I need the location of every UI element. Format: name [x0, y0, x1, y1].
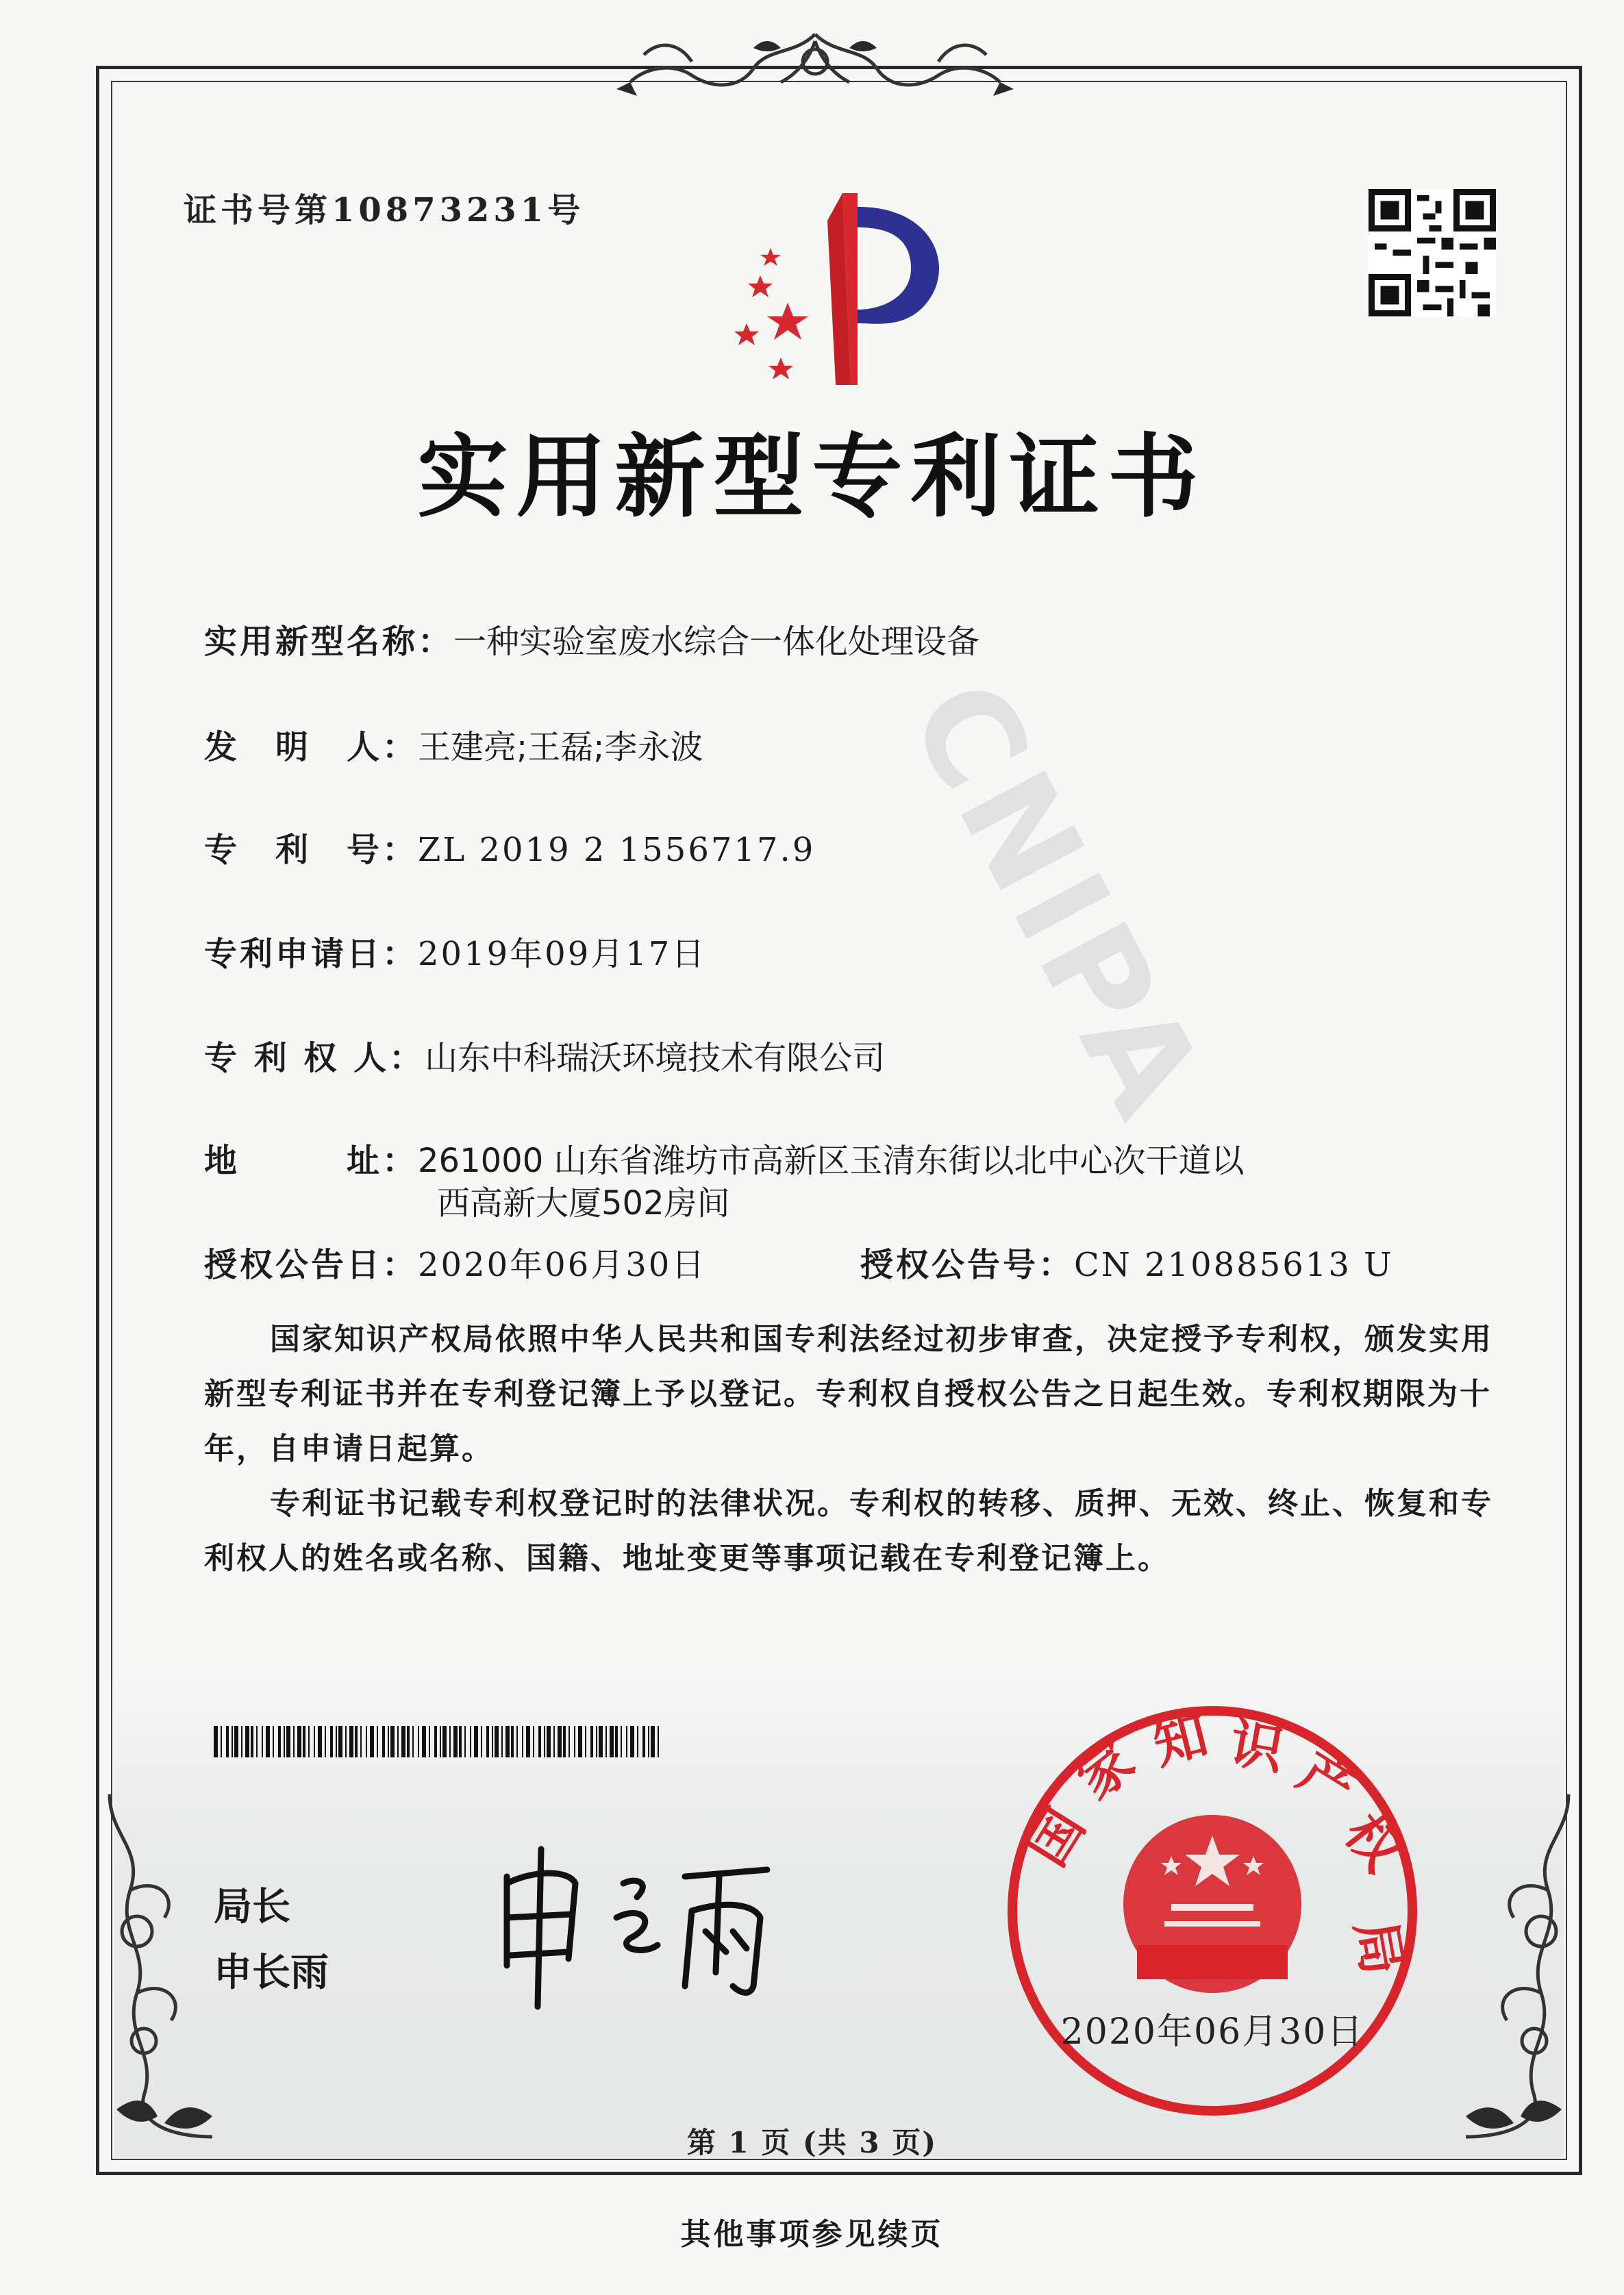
utility-model-name-label: 实用新型名称： — [204, 623, 454, 661]
statement-paragraph-1: 国家知识产权局依照中华人民共和国专利法经过初步审查，决定授予专利权，颁发实用新型专利证书并在专利登记簿上予以登记。专利权自授权公告之日起生效。专利权期限为十年，自申请日起算。 — [204, 1322, 1493, 1466]
address-row — [204, 1134, 1245, 1181]
svg-text:知: 知 — [1147, 1704, 1214, 1777]
director-title: 局长 — [214, 1885, 290, 1929]
patent-holder-row — [204, 1031, 885, 1079]
director-signature — [479, 1835, 877, 2014]
inventor-value: 王建亮;王磊;李永波 — [418, 728, 703, 766]
announcement-date-label: 授权公告日： — [204, 1246, 419, 1284]
page-number: 第 1 页 (共 3 页) — [686, 2126, 938, 2159]
utility-model-name-value: 一种实验室废水综合一体化处理设备 — [453, 623, 980, 661]
utility-model-name-row — [204, 615, 979, 662]
seal-date: 2020年06月30日 — [1060, 2011, 1364, 2053]
announcement-number-row — [860, 1238, 1394, 1286]
svg-text:家: 家 — [1066, 1730, 1147, 1811]
address-label: 地 址： — [204, 1142, 419, 1180]
inventor-label: 发 明 人： — [204, 728, 419, 766]
barcode-icon — [214, 1726, 663, 1757]
svg-text:权: 权 — [1332, 1803, 1414, 1883]
svg-text:识: 识 — [1225, 1712, 1289, 1783]
qr-code-icon — [1369, 189, 1496, 316]
top-ornament — [589, 21, 1041, 103]
patent-holder-label: 专 利 权 人： — [204, 1039, 425, 1077]
cnipa-watermark: CNIPA — [879, 657, 1236, 1145]
cnipa-logo-icon — [705, 179, 966, 385]
certificate-statement — [204, 1312, 1514, 1586]
svg-text:局: 局 — [1343, 1916, 1414, 1980]
patent-holder-value: 山东中科瑞沃环境技术有限公司 — [425, 1039, 886, 1077]
right-ornament — [1452, 1794, 1589, 2150]
svg-text:产: 产 — [1287, 1740, 1366, 1822]
address-line-2: 西高新大厦502房间 — [437, 1184, 730, 1222]
patent-number-value: ZL 2019 2 1556717.9 — [418, 831, 816, 869]
address-row-2 — [437, 1177, 730, 1224]
svg-text:国: 国 — [1016, 1798, 1097, 1877]
certificate-number: 证书号第10873231号 — [184, 191, 585, 229]
announcement-number-value: CN 210885613 U — [1074, 1246, 1394, 1284]
official-seal-icon — [1000, 1698, 1425, 2123]
application-date-row — [204, 927, 706, 975]
inventor-row — [204, 720, 703, 768]
certificate-title: 实用新型专利证书 — [417, 425, 1207, 530]
application-date-label: 专利申请日： — [204, 935, 419, 973]
patent-number-label: 专 利 号： — [204, 831, 419, 869]
application-date-value: 2019年09月17日 — [418, 935, 707, 973]
director-name: 申长雨 — [214, 1951, 329, 1995]
patent-number-row — [204, 823, 815, 870]
address-line-1: 261000 山东省潍坊市高新区玉清东街以北中心次干道以 — [418, 1142, 1245, 1180]
announcement-date-value: 2020年06月30日 — [418, 1246, 707, 1284]
left-ornament — [89, 1794, 226, 2150]
announcement-date-row — [204, 1238, 706, 1286]
statement-paragraph-2: 专利证书记载专利权登记时的法律状况。专利权的转移、质押、无效、终止、恢复和专利权人的姓名或名称、国籍、地址变更等事项记载在专利登记簿上。 — [204, 1486, 1493, 1576]
announcement-number-label: 授权公告号： — [860, 1246, 1075, 1284]
continued-note: 其他事项参见续页 — [680, 2217, 944, 2252]
